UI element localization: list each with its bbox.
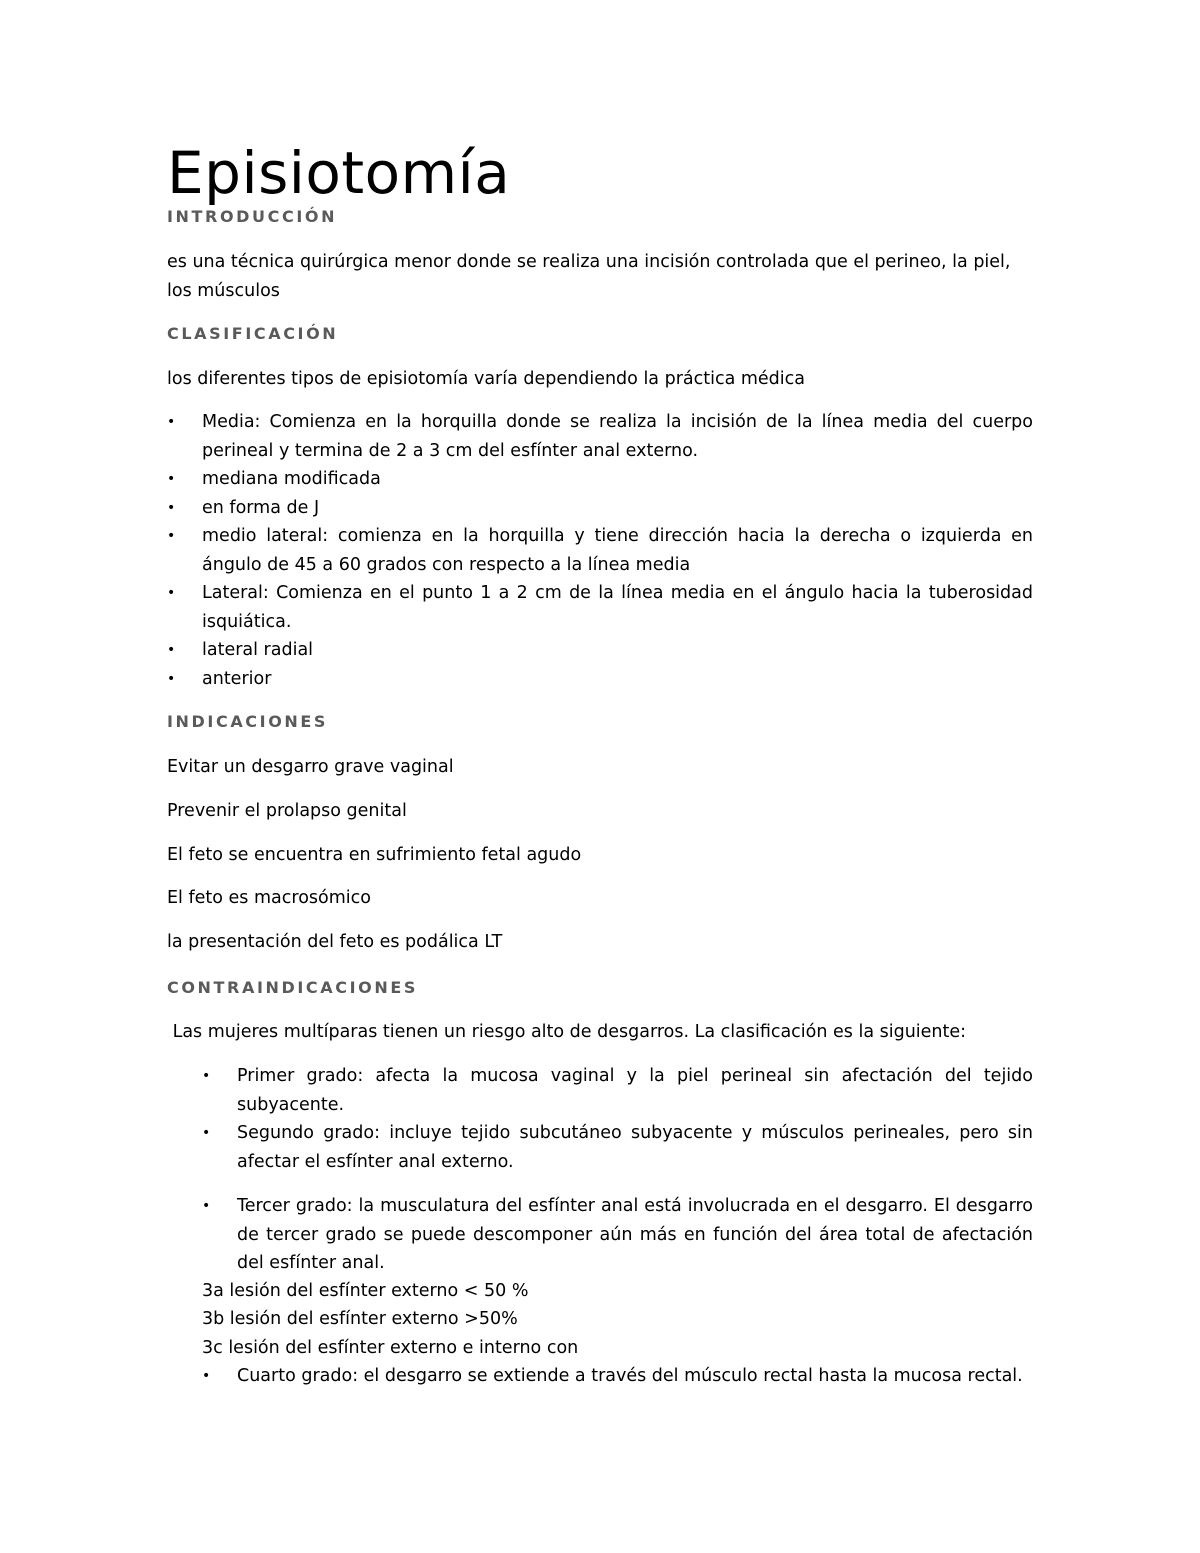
- list-item: [167, 636, 1033, 665]
- indicacion-paragraph: la presentación del feto es podálica LT: [167, 932, 503, 952]
- bullet-icon: •: [167, 499, 176, 516]
- list-item-text: mediana modificada: [202, 469, 381, 489]
- list-item: [167, 522, 1033, 579]
- heading-clasificacion: CLASIFICACIÓN: [167, 324, 339, 343]
- bullet-icon: •: [167, 670, 176, 687]
- list-item: [167, 408, 1033, 465]
- list-item-text: medio lateral: comienza en la horquilla y tiene dirección hacia la derecha o izquierda en ángulo de 45 a 60 grados con respecto a la línea media: [202, 526, 1033, 575]
- list-item-text: Primer grado: afecta la mucosa vaginal y la piel perineal sin afectación del tejido subyacente.: [237, 1066, 1033, 1115]
- list-item-text: Media: Comienza en la horquilla donde se realiza la incisión de la línea media del cuerpo perineal y termina de 2 a 3 cm del esfínter anal externo.: [202, 412, 1033, 461]
- intro-paragraph: es una técnica quirúrgica menor donde se realiza una incisión controlada que el perineo, la piel, los músculos: [167, 252, 1011, 301]
- heading-indicaciones: INDICACIONES: [167, 712, 329, 731]
- bullet-icon: •: [167, 642, 176, 658]
- list-item: [167, 465, 1033, 494]
- document-title: Episiotomía: [167, 139, 511, 207]
- indicacion-paragraph: Evitar un desgarro grave vaginal: [167, 757, 454, 777]
- heading-contraindicaciones: CONTRAINDICACIONES: [167, 978, 418, 997]
- list-item: [167, 665, 1033, 694]
- list-item: [167, 1362, 1033, 1391]
- bullet-icon: •: [167, 414, 176, 430]
- indicacion-paragraph: El feto es macrosómico: [167, 888, 371, 908]
- subgrado-line: 3c lesión del esfínter externo e interno con: [202, 1338, 579, 1358]
- bullet-icon: •: [167, 528, 176, 544]
- bullet-icon: •: [167, 585, 176, 601]
- list-item: [167, 1192, 1033, 1278]
- clasificacion-paragraph: los diferentes tipos de episiotomía varía dependiendo la práctica médica: [167, 369, 805, 389]
- grados-list-tercer: [167, 1192, 1033, 1278]
- indicacion-paragraph: Prevenir el prolapso genital: [167, 801, 407, 821]
- clasificacion-list: [167, 408, 1033, 693]
- list-item-text: en forma de J: [202, 497, 320, 518]
- bullet-icon: •: [202, 1068, 211, 1084]
- list-item: [167, 494, 1033, 523]
- list-item: [167, 579, 1033, 636]
- list-item: [167, 1119, 1033, 1176]
- contraindicaciones-paragraph: Las mujeres multíparas tienen un riesgo alto de desgarros. La clasificación es la siguiente:: [167, 1022, 967, 1042]
- subgrado-line: 3b lesión del esfínter externo >50%: [202, 1309, 518, 1329]
- bullet-icon: •: [202, 1198, 211, 1214]
- heading-introduccion: INTRODUCCIÓN: [167, 207, 338, 226]
- list-item: [167, 1062, 1033, 1119]
- grados-list-cuarto: [167, 1362, 1033, 1391]
- list-item-text: Lateral: Comienza en el punto 1 a 2 cm de la línea media en el ángulo hacia la tuberosidad isquiática.: [202, 583, 1033, 632]
- subgrado-line: 3a lesión del esfínter externo < 50 %: [202, 1281, 529, 1301]
- grados-list: [167, 1062, 1033, 1176]
- bullet-icon: •: [202, 1125, 211, 1141]
- list-item-text: anterior: [202, 668, 272, 689]
- list-item-text: Cuarto grado: el desgarro se extiende a través del músculo rectal hasta la mucosa rectal.: [237, 1366, 1023, 1386]
- list-item-text: Tercer grado: la musculatura del esfínter anal está involucrada en el desgarro. El desgarro de tercer grado se puede descomponer aún más en función del área total de afectación del esfínter anal.: [237, 1196, 1033, 1273]
- list-item-text: Segundo grado: incluye tejido subcutáneo subyacente y músculos perineales, pero sin afectar el esfínter anal externo.: [237, 1123, 1033, 1172]
- list-item-text: lateral radial: [202, 640, 314, 660]
- bullet-icon: •: [167, 471, 176, 487]
- indicacion-paragraph: El feto se encuentra en sufrimiento fetal agudo: [167, 845, 582, 865]
- bullet-icon: •: [202, 1368, 211, 1384]
